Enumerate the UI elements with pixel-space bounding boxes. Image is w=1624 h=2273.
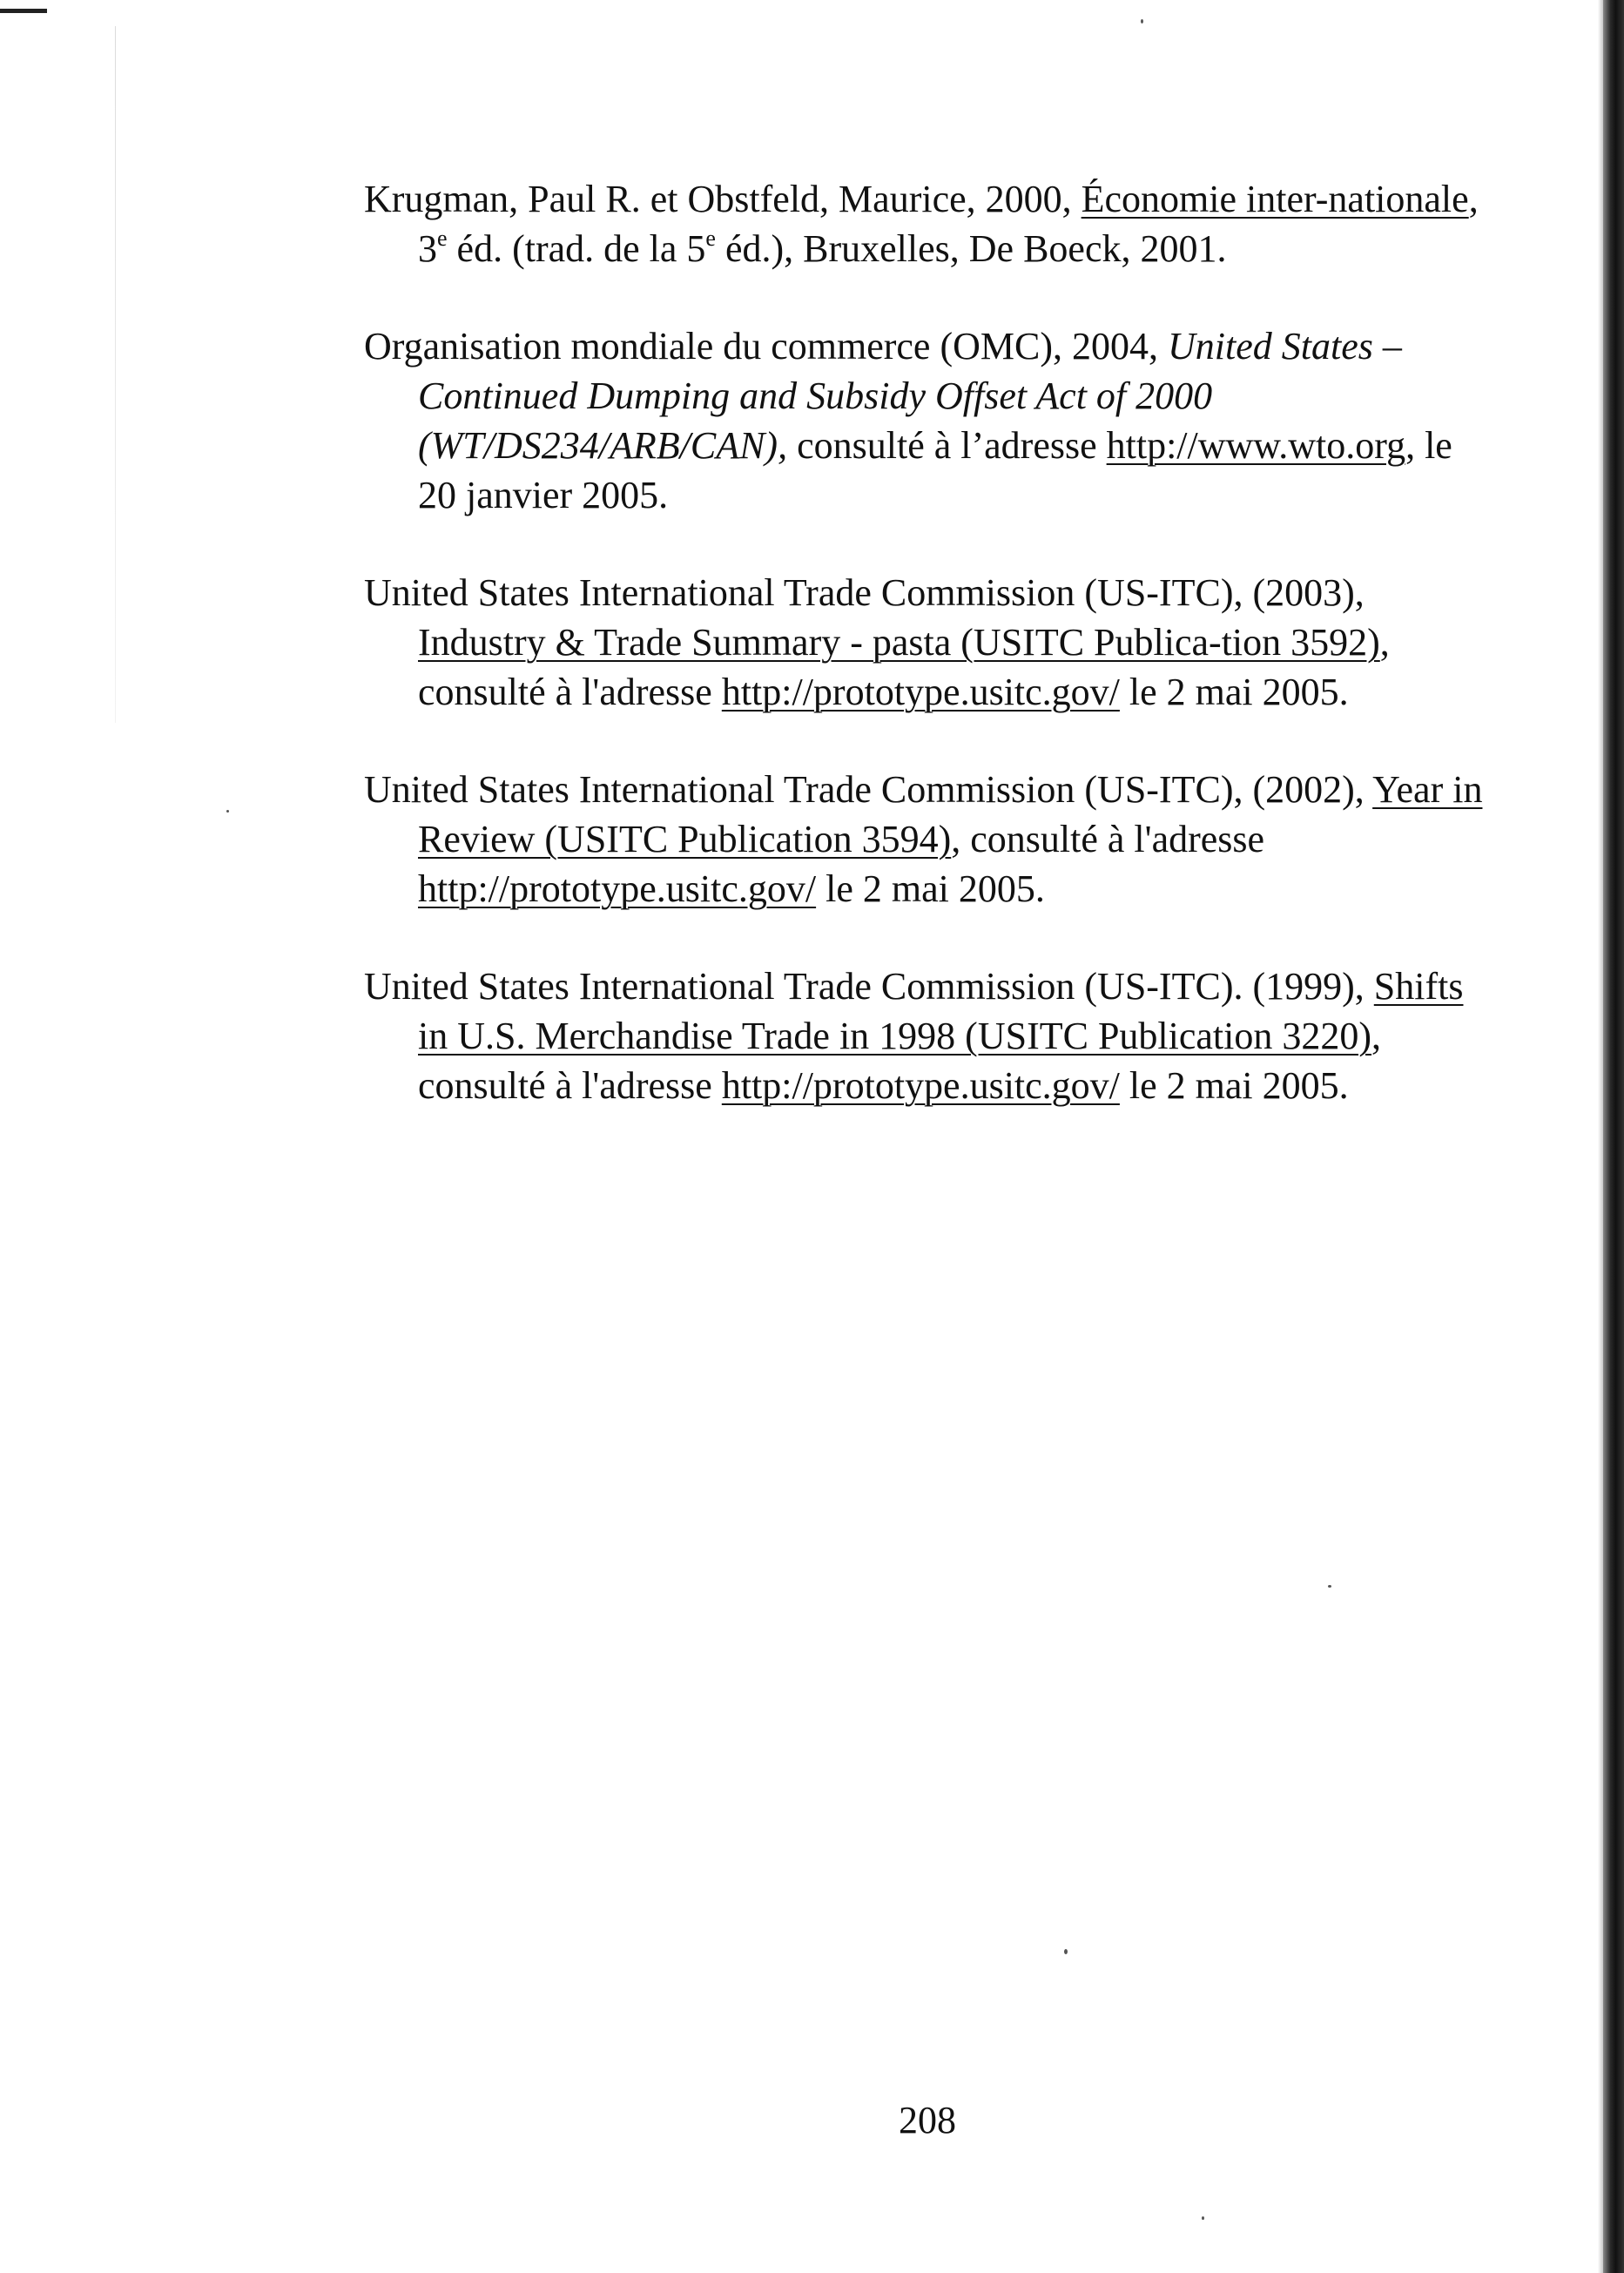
scan-edge-binding — [1603, 0, 1624, 2273]
scan-speck — [226, 810, 229, 813]
citation-text: , consulté à l'adresse — [951, 818, 1265, 860]
citation-text: , 3 — [418, 178, 1479, 270]
citation-text: , le 20 janvier 2005. — [418, 424, 1452, 516]
scan-speck — [1202, 2216, 1204, 2220]
scan-speck — [1064, 1949, 1068, 1954]
bibliography-entry — [364, 961, 1487, 1110]
citation-text: Krugman, Paul R. et Obstfeld, Maurice, 2000, — [364, 178, 1082, 220]
italic-title: United States – Continued Dumping and Subsidy Offset Act of 2000 (WT/DS234/ARB/CAN), — [418, 325, 1402, 467]
underlined-title: http://www.wto.org — [1106, 424, 1406, 467]
scan-mark — [0, 9, 47, 13]
superscript: e — [705, 226, 716, 251]
bibliography-list — [364, 174, 1487, 1158]
citation-text: United States International Trade Commission (US-ITC). (1999), — [364, 965, 1374, 1008]
bibliography-entry — [364, 321, 1487, 520]
citation-text: éd. (trad. de la 5 — [447, 227, 706, 270]
bibliography-entry — [364, 765, 1487, 914]
underlined-title: http://prototype.usitc.gov/ — [721, 1064, 1120, 1107]
superscript: e — [437, 226, 448, 251]
page-number: 208 — [899, 2099, 956, 2141]
citation-text: , consulté à l'adresse — [418, 1015, 1382, 1107]
citation-text: le 2 mai 2005. — [1119, 671, 1349, 713]
scan-artifact-line — [115, 26, 116, 723]
underlined-title: Year in Review (USITC Publication 3594) — [418, 768, 1483, 860]
scan-speck — [1328, 1585, 1331, 1588]
citation-text: United States International Trade Commission (US-ITC), (2002), — [364, 768, 1373, 811]
citation-text: consulté à l’adresse — [787, 424, 1107, 467]
citation-text: éd.), Bruxelles, De Boeck, 2001. — [715, 227, 1227, 270]
citation-text: le 2 mai 2005. — [1119, 1064, 1349, 1107]
scan-speck — [1141, 19, 1143, 24]
citation-text: le 2 mai 2005. — [816, 867, 1045, 910]
citation-text: Organisation mondiale du commerce (OMC), 2004, — [364, 325, 1168, 368]
underlined-title: http://prototype.usitc.gov/ — [721, 671, 1120, 713]
underlined-title: Shifts in U.S. Merchandise Trade in 1998 (USITC Publication 3220) — [418, 965, 1464, 1057]
citation-text: , consulté à l'adresse — [418, 621, 1390, 713]
underlined-title: Industry & Trade Summary - pasta (USITC Publica-tion 3592) — [418, 621, 1380, 664]
underlined-title: http://prototype.usitc.gov/ — [418, 867, 817, 910]
bibliography-entry — [364, 174, 1487, 273]
citation-text: United States International Trade Commission (US-ITC), (2003), — [364, 571, 1365, 614]
underlined-title: Économie inter-nationale — [1081, 178, 1469, 220]
bibliography-entry — [364, 568, 1487, 717]
